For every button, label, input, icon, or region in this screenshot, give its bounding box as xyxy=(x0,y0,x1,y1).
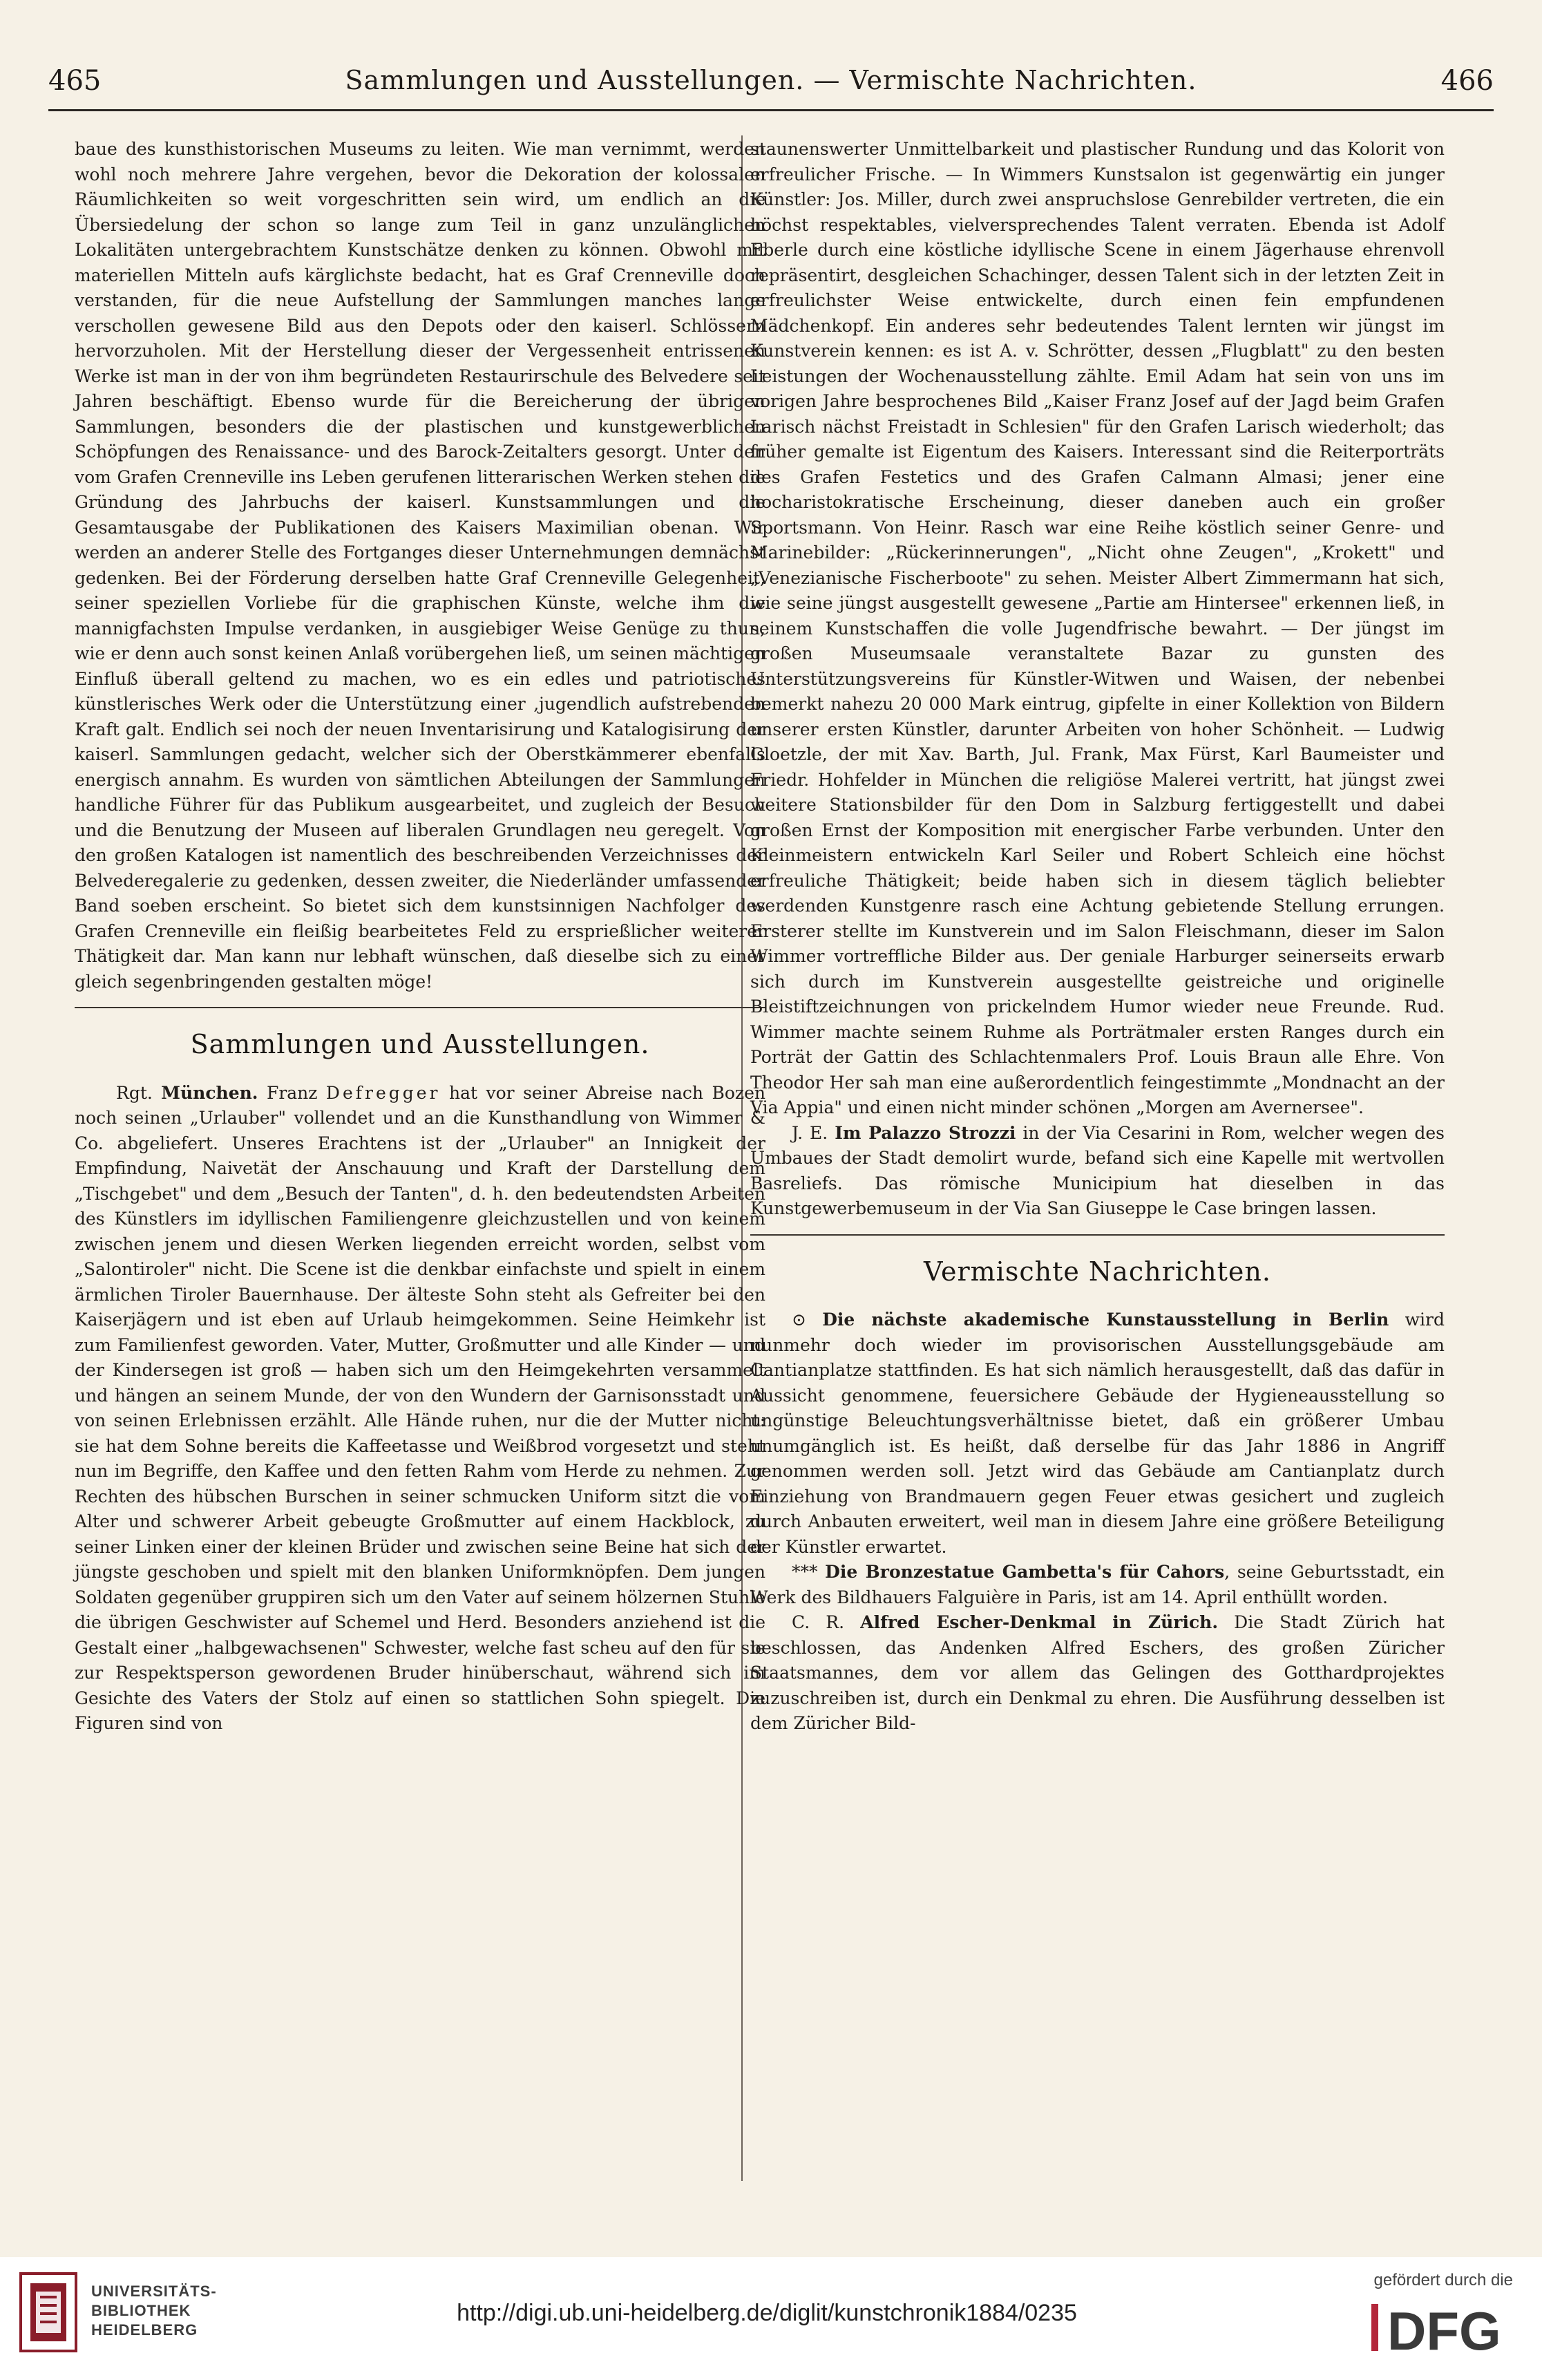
author-initials: J. E. xyxy=(792,1122,835,1143)
marker-symbol: ⊙ xyxy=(792,1310,823,1330)
article-palazzo-strozzi xyxy=(750,1121,1445,1222)
library-line: HEIDELBERG xyxy=(91,2321,198,2339)
dfg-logo-icon xyxy=(1369,2297,1514,2357)
university-library-logo-icon xyxy=(15,2269,82,2355)
article-escher-monument xyxy=(750,1610,1445,1737)
section-rule xyxy=(750,1234,1445,1236)
university-library-name xyxy=(91,2282,217,2340)
page-number-right: 466 xyxy=(1440,65,1494,97)
dfg-letters: DFG xyxy=(1387,2301,1501,2357)
artist-name: Defregger xyxy=(325,1082,441,1103)
left-column xyxy=(75,137,765,1737)
marker-symbol: *** xyxy=(792,1562,826,1582)
article-body: hat vor seiner Abreise nach Bozen noch seinen „Urlauber" vollendet und an die Kunsthandlung von Wimmer & Co. abgeliefert. Unseres Erachtens ist der „Urlauber" an Innigkeit der Empfindung, Naivetät der Anschauung und Kraft der Darstellung dem „Tischgebet" und dem „Besuch der Tanten", d. h. den bedeutendsten Arbeiten des Künstlers im idyllischen Familiengenre gleichzustellen und von keinem zwischen jenem und diesen Werken liegenden erreicht worden, selbst vom „Salontiroler" nicht. Die Scene ist die denkbar einfachste und spielt in einem ärmlichen Tiroler Bauernhause. Der älteste Sohn steht als Gefreiter bei den Kaiserjägern und ist eben auf Urlaub heimgekommen. Seine Heimkehr ist zum Familienfest geworden. Vater, Mutter, Großmutter und alle Kinder — und der Kindersegen ist groß — haben sich um den Heimgekehrten versammelt und hängen an seinem Munde, der von den Wundern der Garnisonsstadt und von seinen Erlebnissen erzählt. Alle Hände ruhen, nur die der Mutter nicht: sie hat dem Sohne bereits die Kaffeetasse und Weißbrod vorgesetzt und steht nun im Begriffe, den Kaffee und den fetten Rahm vom Herde zu nehmen. Zur Rechten des hübschen Burschen in seiner schmucken Uniform sitzt die vom Alter und schwerer Arbeit gebeugte Großmutter auf einem Hackblock, zu seiner Linken einer der kleinen Brüder und zwischen seine Beine hat sich der jüngste geschoben und spielt mit den blanken Uniformknöpfen. Dem jungen Soldaten gegenüber gruppiren sich um den Vater auf seinem hölzernen Stuhle die übrigen Geschwister auf Schemel und Herd. Besonders anziehend ist die Gestalt einer „halbgewachsenen" Schwester, welche fast scheu auf den für sie zur Respektsperson gewordenen Bruder hinüberschaut, während sich im Gesichte des Vaters der Stolz auf einen so stattlichen Sohn spiegelt. Die Figuren sind von xyxy=(75,1082,765,1733)
article-body: wird nunmehr doch wieder im provisorischen Ausstellungsgebäude am Cantianplatze stattfinden. Es hat sich nämlich herausgestellt, daß das dafür in Aussicht genommene, feuersichere Gebäude der Hygieneausstellung so ungünstige Beleuchtungsverhältnisse bietet, daß ein größerer Umbau unumgänglich ist. Es heißt, daß derselbe für das Jahr 1886 in Angriff genommen werden soll. Jetzt wird das Gebäude am Cantianplatz durch Einziehung von Brandmauern gegen Feuer etwas gesichert und zugleich durch Anbauten erweitert, weil man in diesem Jahre eine größere Beteiligung der Künstler erwartet. xyxy=(750,1310,1445,1557)
article-berlin-exhibition xyxy=(750,1307,1445,1560)
page-number-left: 465 xyxy=(48,65,102,97)
library-line: BIBLIOTHEK xyxy=(91,2302,191,2319)
library-line: UNIVERSITÄTS- xyxy=(91,2283,217,2300)
article-headline: Die Bronzestatue Gambetta's für Cahors xyxy=(825,1562,1225,1582)
author-initials: Rgt. xyxy=(116,1082,162,1103)
article-headline: Im Palazzo Strozzi xyxy=(835,1122,1016,1143)
article-body: Die Stadt Zürich hat beschlossen, das Andenken Alfred Eschers, des großen Züricher Staatsmannes, dem vor allem das Gelingen des Gotthardprojektes zuzuschreiben ist, durch ein Denkmal zu ehren. Die Ausführung desselben ist dem Züricher Bild- xyxy=(750,1612,1445,1733)
digitization-footer xyxy=(0,2257,1542,2380)
article-body: , seine Geburtsstadt, ein Werk des Bildhauers Falguière in Paris, ist am 14. April enthüllt worden. xyxy=(750,1562,1445,1607)
article-body: in der Via Cesarini in Rom, welcher wegen des Umbaues der Stadt demolirt wurde, befand sich eine Kapelle mit wertvollen Basreliefs. Das römische Municipium hat dieselben in das Kunstgewerbemuseum in der Via San Giuseppe le Case bringen lassen. xyxy=(750,1122,1445,1218)
permalink-url[interactable]: http://digi.ub.uni-heidelberg.de/diglit/kunstchronik1884/0235 xyxy=(457,2300,1077,2326)
running-title: Sammlungen und Ausstellungen. — Vermischte Nachrichten. xyxy=(345,65,1197,95)
section-rule xyxy=(75,1007,765,1008)
section-title-collections: Sammlungen und Ausstellungen. xyxy=(190,1029,650,1059)
article-munich-continued: staunenswerter Unmittelbarkeit und plastischer Rundung und das Kolorit von erfreulicher Frische. — In Wimmers Kunstsalon ist gegenwärtig ein junger Künstler: Jos. Miller, durch zwei anspruchslose Genrebilder vertreten, die ein höchst respektables, vielversprechendes Talent verraten. Ebenda ist Adolf Eberle durch eine köstliche idyllische Scene in einem Jägerhause ehrenvoll repräsentirt, desgleichen Schachinger, dessen Talent sich in der letzten Zeit in erfreulichster Weise entwickelte, durch einen fein empfundenen Mädchenkopf. Ein anderes sehr bedeutendes Talent lernten wir jüngst im Kunstverein kennen: es ist A. v. Schrötter, dessen „Flugblatt" zu den besten Leistungen der Wochenausstellung zählte. Emil Adam hat sein von uns im vorigen Jahre besprochenes Bild „Kaiser Franz Josef auf der Jagd beim Grafen Larisch nächst Freistadt in Schlesien" für den Grafen Larisch wiederholt; das früher gemalte ist Eigentum des Kaisers. Interessant sind die Reiterporträts des Grafen Festetics und des Grafen Calmann Almasi; jener eine hocharistokratische Erscheinung, dieser daneben auch ein großer Sportsmann. Von Heinr. Rasch war eine Reihe köstlich seiner Genre- und Marinebilder: „Rückerinnerungen", „Nicht ohne Zeugen", „Krokett" und „Venezianische Fischerboote" zu sehen. Meister Albert Zimmermann hat sich, wie seine jüngst ausgestellt gewesene „Partie am Hintersee" erkennen ließ, in seinem Kunstschaffen die volle Jugendfrische bewahrt. — Der jüngst im großen Museumsaale veranstaltete Bazar zu gunsten des Unterstützungsvereins für Künstler-Witwen und Waisen, der nebenbei bemerkt nahezu 20 000 Mark eintrug, gipfelte in einer Kollektion von Bildern unserer ersten Künstler, darunter Arbeiten von hoher Schönheit. — Ludwig Gloetzle, der mit Xav. Barth, Jul. Frank, Max Fürst, Karl Baumeister und Friedr. Hohfelder in München die religiöse Malerei vertritt, hat jüngst zwei weitere Stationsbilder für den Dom in Salzburg fertiggestellt und dabei großen Ernst der Komposition mit energischer Farbe verbunden. Unter den Kleinmeistern entwickeln Karl Seiler und Robert Schleich eine höchst erfreuliche Thätigkeit; beide haben sich in diesem täglich beliebter werdenden Kunstgenre rasch eine Achtung gebietende Stellung errungen. Ersterer stellte im Kunstverein und im Salon Fleischmann, dieser im Salon Wimmer vortreffliche Bilder aus. Der geniale Harburger seinerseits erwarb sich durch im Kunstverein ausgestellte geistreiche und originelle Bleistiftzeichnungen von prickelndem Humor wieder neue Freunde. Rud. Wimmer machte seinem Ruhme als Porträtmaler ersten Ranges durch ein Porträt der Gattin des Schlachtenmalers Prof. Louis Braun alle Ehre. Von Theodor Her sah man eine außerordentlich feingestimmte „Mondnacht an der Via Appia" und einen nicht minder schönen „Morgen am Avernersee". xyxy=(750,139,1445,1117)
funded-by-label: gefördert durch die xyxy=(1373,2271,1513,2289)
section-title-misc-news: Vermischte Nachrichten. xyxy=(924,1256,1271,1287)
article-defregger xyxy=(75,1081,765,1737)
place-name: München. xyxy=(161,1082,258,1103)
article-continuation: baue des kunsthistorischen Museums zu leiten. Wie man vernimmt, werden wohl noch mehrere Jahre vergehen, bevor die Dekoration der kolossalen Räumlichkeiten so weit vorgeschritten sein wird, um endlich an die Übersiedelung der schon so lange zum Teil in ganz unzulänglichen Lokalitäten untergebrachtem Kunstschätze denken zu können. Obwohl mit materiellen Mitteln aufs kärglichste bedacht, hat es Graf Crenneville doch verstanden, für die neue Aufstellung der Sammlungen manches lange verschollen gewesene Bild aus den Depots oder den kaiserl. Schlössern hervorzuholen. Mit der Herstellung dieser der Vergessenheit entrissenen Werke ist man in der von ihm begründeten Restaurirschule des Belvedere seit Jahren beschäftigt. Ebenso wurde für die Bereicherung der übrigen Sammlungen, besonders die der plastischen und kunstgewerblichen Schöpfungen des Renaissance- und des Barock-Zeitalters gesorgt. Unter den vom Grafen Crenneville ins Leben gerufenen litterarischen Werken stehen die Gründung des Jahrbuchs der kaiserl. Kunstsammlungen und die Gesamtausgabe der Publikationen des Kaisers Maximilian obenan. Wir werden an anderer Stelle des Fortganges dieser Unternehmungen demnächst gedenken. Bei der Förderung derselben hatte Graf Crenneville Gelegenheit, seiner speziellen Vorliebe für die graphischen Künste, welche ihm die mannigfachsten Impulse verdanken, in ausgiebiger Weise Genüge zu thun, wie er denn auch sonst keinen Anlaß vorübergehen ließ, um seinen mächtigen Einfluß überall geltend zu machen, wo es ein edles und patriotisches künstlerisches Werk oder die Unterstützung einer ‚jugendlich aufstrebenden Kraft galt. Endlich sei noch der neuen Inventarisirung und Katalogisirung der kaiserl. Sammlungen gedacht, welcher sich der Oberstkämmerer ebenfalls energisch annahm. Es wurden von sämtlichen Abteilungen der Sammlungen handliche Führer für das Publikum ausgearbeitet, und zugleich der Besuch und die Benutzung der Museen auf liberalen Grundlagen neu geregelt. Von den großen Katalogen ist namentlich des beschreibenden Verzeichnisses der Belvederegalerie zu gedenken, dessen zweiter, die Niederländer umfassender Band soeben erscheint. So bietet sich dem kunstsinnigen Nachfolger des Grafen Crenneville ein fleißig bearbeitetes Feld zu ersprießlicher weiterer Thätigkeit dar. Man kann nur lebhaft wünschen, daß dieselbe sich zu einer gleich segenbringenden gestalten möge! xyxy=(75,139,765,992)
text-run: Franz xyxy=(258,1082,326,1103)
author-initials: C. R. xyxy=(792,1612,861,1632)
article-headline: Alfred Escher-Denkmal in Zürich. xyxy=(860,1612,1219,1632)
article-gambetta xyxy=(750,1560,1445,1610)
page-header xyxy=(48,61,1494,111)
right-column xyxy=(750,137,1445,1737)
article-headline: Die nächste akademische Kunstausstellung in Berlin xyxy=(822,1310,1389,1330)
